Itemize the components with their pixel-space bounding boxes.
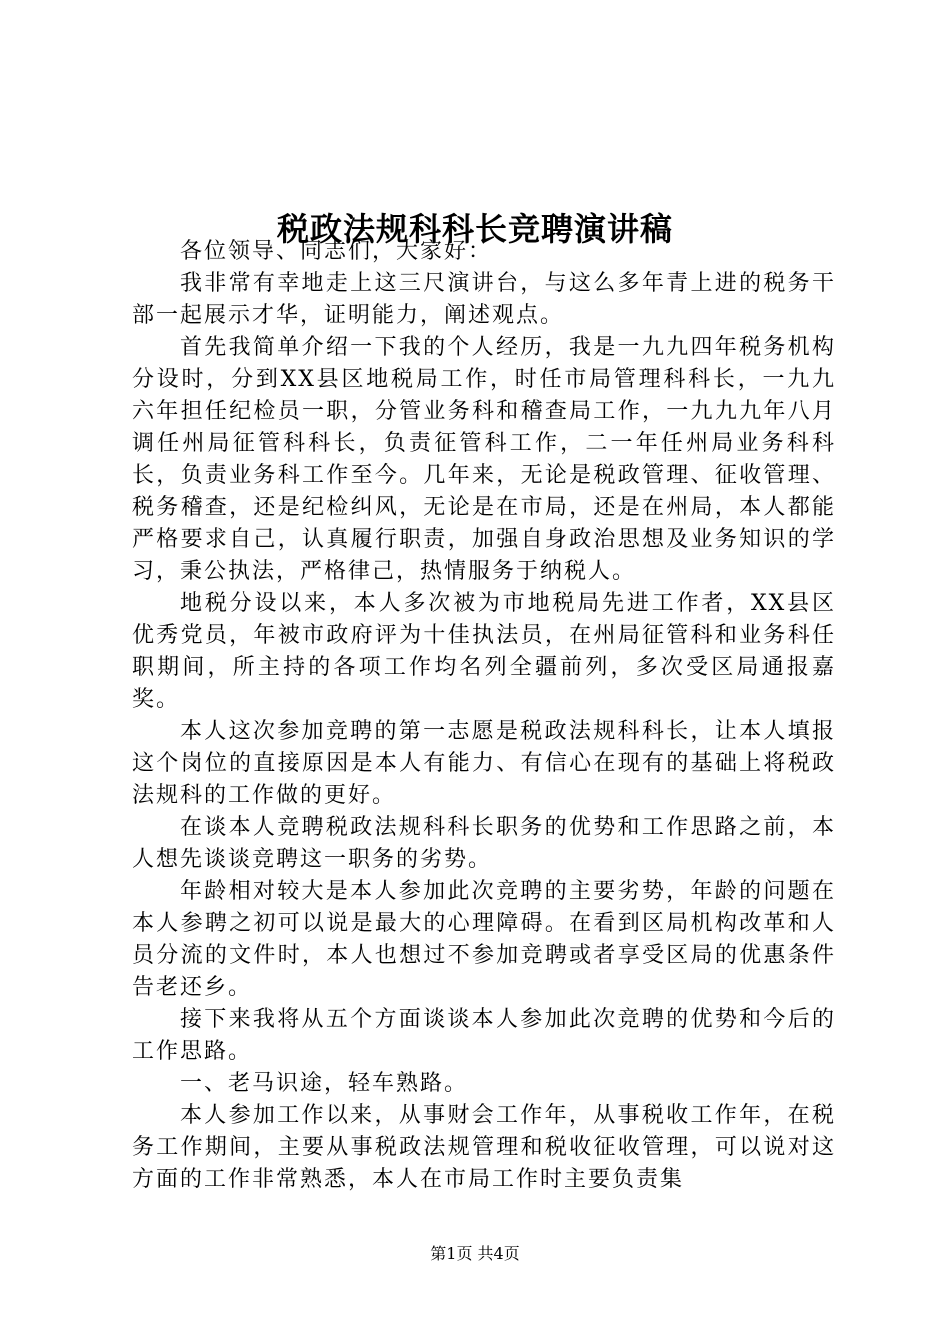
paragraph-weakness-intro: 在谈本人竞聘税政法规科科长职务的优势和工作思路之前，本人想先谈谈竞聘这一职务的劣势。 [132, 815, 836, 872]
paragraph-first-choice: 本人这次参加竞聘的第一志愿是税政法规科科长，让本人填报这个岗位的直接原因是本人有能力、有信心在现有的基础上将税政法规科的工作做的更好。 [132, 719, 836, 808]
paragraph-greeting: 各位领导、同志们，大家好： [180, 239, 493, 264]
document-title: 税政法规科科长竞聘演讲稿 [276, 210, 673, 249]
page-number: 第1页 共4页 [430, 1244, 520, 1263]
paragraph-honors: 地税分设以来，本人多次被为市地税局先进工作者，XX县区优秀党员，年被市政府评为十佳执法员，在州局征管科和业务科任职期间，所主持的各项工作均名列全疆前列，多次受区局通报嘉奖。 [132, 591, 836, 712]
document-body [132, 236, 836, 1196]
paragraph-work-history: 本人参加工作以来，从事财会工作年，从事税收工作年，在税务工作期间，主要从事税政法规管理和税收征收管理，可以说对这方面的工作非常熟悉，本人在市局工作时主要负责集 [132, 1103, 836, 1192]
paragraph-experience: 首先我简单介绍一下我的个人经历，我是一九九四年税务机构分设时，分到XX县区地税局工作，时任市局管理科科长，一九九六年担任纪检员一职，分管业务科和稽查局工作，一九九九年八月调任州局征管科科长，负责征管科工作，二一年任州局业务科科长，负责业务科工作至今。几年来，无论是税政管理、征收管理、税务稽查，还是纪检纠风，无论是在市局，还是在州局，本人都能严格要求自己，认真履行职责，加强自身政治思想及业务知识的学习，秉公执法，严格律己，热情服务于纳税人。 [132, 335, 836, 584]
paragraph-heading-one: 一、老马识途，轻车熟路。 [180, 1071, 469, 1096]
paragraph-opening: 我非常有幸地走上这三尺演讲台，与这么多年青上进的税务干部一起展示才华，证明能力，阐述观点。 [132, 271, 836, 328]
paragraph-five-aspects: 接下来我将从五个方面谈谈本人参加此次竞聘的优势和今后的工作思路。 [132, 1007, 836, 1064]
paragraph-age: 年龄相对较大是本人参加此次竞聘的主要劣势，年龄的问题在本人参聘之初可以说是最大的心理障碍。在看到区局机构改革和人员分流的文件时，本人也想过不参加竞聘或者享受区局的优惠条件告老还乡。 [132, 879, 836, 1000]
